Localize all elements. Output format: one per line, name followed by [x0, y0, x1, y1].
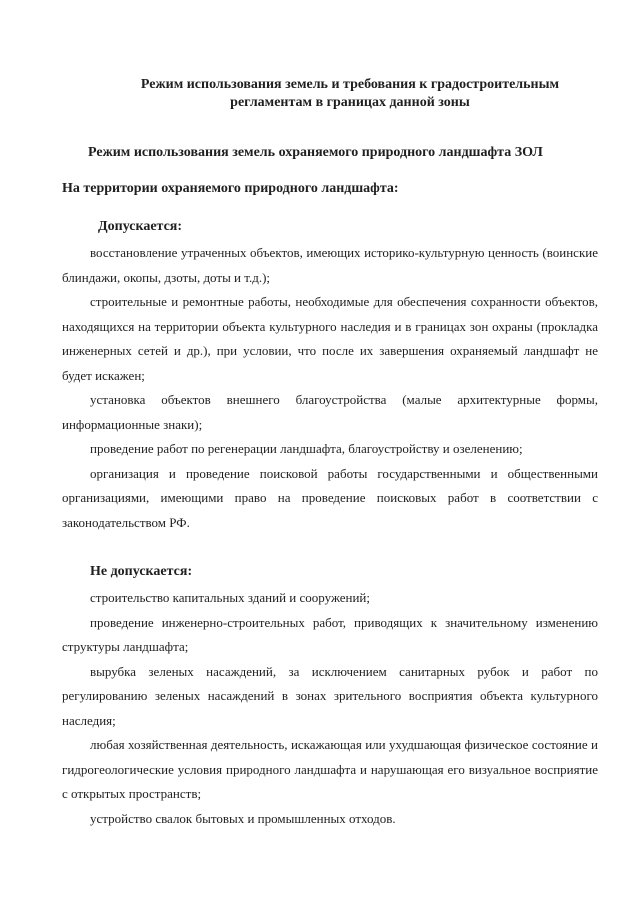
- title-line-2: регламентам в границах данной зоны: [230, 95, 470, 110]
- allowed-item: проведение работ по регенерации ландшафта, благоустройству и озеленению;: [90, 441, 523, 456]
- allowed-item: организация и проведение поисковой работы государственными и общественными организациями, имеющими право на проведение поисковых работ в соответствии с законодательством РФ.: [62, 465, 598, 530]
- forbidden-item: строительство капитальных зданий и сооружений;: [90, 590, 371, 605]
- forbidden-item: проведение инженерно-строительных работ, приводящих к значительному изменению структуры ландшафта;: [62, 614, 598, 654]
- forbidden-heading: Не допускается:: [90, 564, 193, 579]
- territory-heading: На территории охраняемого природного ландшафта:: [62, 181, 399, 196]
- allowed-heading: Допускается:: [98, 219, 183, 234]
- forbidden-list: [62, 586, 598, 831]
- zone-heading: Режим использования земель охраняемого природного ландшафта ЗОЛ: [88, 145, 543, 160]
- allowed-list: [62, 241, 598, 535]
- title-line-1: Режим использования земель и требования к градостроительным: [140, 77, 560, 92]
- allowed-item: восстановление утраченных объектов, имеющих историко-культурную ценность (воинские блиндажи, окопы, дзоты, доты и т.д.);: [62, 245, 598, 285]
- forbidden-item: любая хозяйственная деятельность, искажающая или ухудшающая физическое состояние и гидрогеологические условия природного ландшафта и нарушающая его визуальное восприятие с открытых пространств;: [62, 737, 598, 801]
- allowed-item: установка объектов внешнего благоустройства (малые архитектурные формы, информационные знаки);: [62, 392, 598, 432]
- allowed-item: строительные и ремонтные работы, необходимые для обеспечения сохранности объектов, находящихся на территории объекта культурного наследия и в границах зон охраны (прокладка инженерных сетей и др.), при условии, что после их завершения охраняемый ландшафт не будет искажен;: [62, 294, 598, 383]
- forbidden-item: устройство свалок бытовых и промышленных отходов.: [90, 810, 396, 826]
- document-title: [100, 76, 600, 112]
- forbidden-item: вырубка зеленых насаждений, за исключением санитарных рубок и работ по регулированию зеленых насаждений в зонах зрительного восприятия объекта культурного наследия;: [62, 663, 598, 728]
